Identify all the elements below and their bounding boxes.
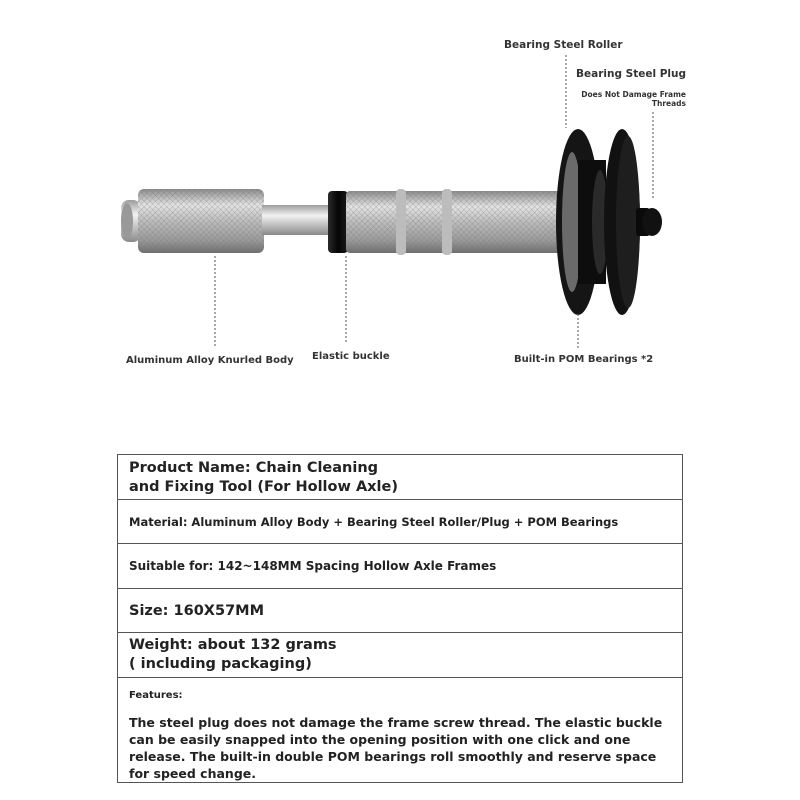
callout-plug: Bearing Steel Plug — [576, 68, 686, 80]
roller-assembly — [556, 129, 662, 315]
spec-row-product-name — [118, 455, 682, 500]
product-name: Product Name: Chain Cleaning and Fixing Tool (For Hollow Axle) — [129, 460, 398, 495]
features-heading: Features: — [129, 690, 183, 701]
spec-row-material — [118, 500, 682, 544]
weight: Weight: about 132 grams ( including packaging) — [129, 637, 337, 672]
material: Material: Aluminum Alloy Body + Bearing Steel Roller/Plug + POM Bearings — [129, 514, 619, 529]
callout-buckle: Elastic buckle — [312, 351, 390, 362]
spec-row-features — [118, 678, 682, 782]
spec-row-weight — [118, 633, 682, 678]
knurled-grip-left — [138, 189, 264, 253]
callout-plug-note: Does Not Damage Frame Threads — [581, 90, 686, 108]
spec-row-suitable — [118, 544, 682, 589]
callout-body: Aluminum Alloy Knurled Body — [126, 355, 294, 366]
elastic-buckle — [328, 191, 348, 253]
size: Size: 160X57MM — [129, 602, 265, 619]
spec-row-size — [118, 589, 682, 633]
callout-roller: Bearing Steel Roller — [504, 39, 623, 51]
features-text: The steel plug does not damage the frame screw thread. The elastic buckle can be easily snapped into the opening position with one click and one release. The built-in double POM bearings roll smoothly and reserve space for speed change. — [129, 715, 663, 781]
knurled-body-right — [346, 189, 576, 255]
spec-table — [117, 454, 683, 783]
callout-bearings: Built-in POM Bearings *2 — [514, 354, 654, 365]
suitable-for: Suitable for: 142~148MM Spacing Hollow Axle Frames — [129, 559, 497, 573]
shaft — [262, 205, 334, 235]
